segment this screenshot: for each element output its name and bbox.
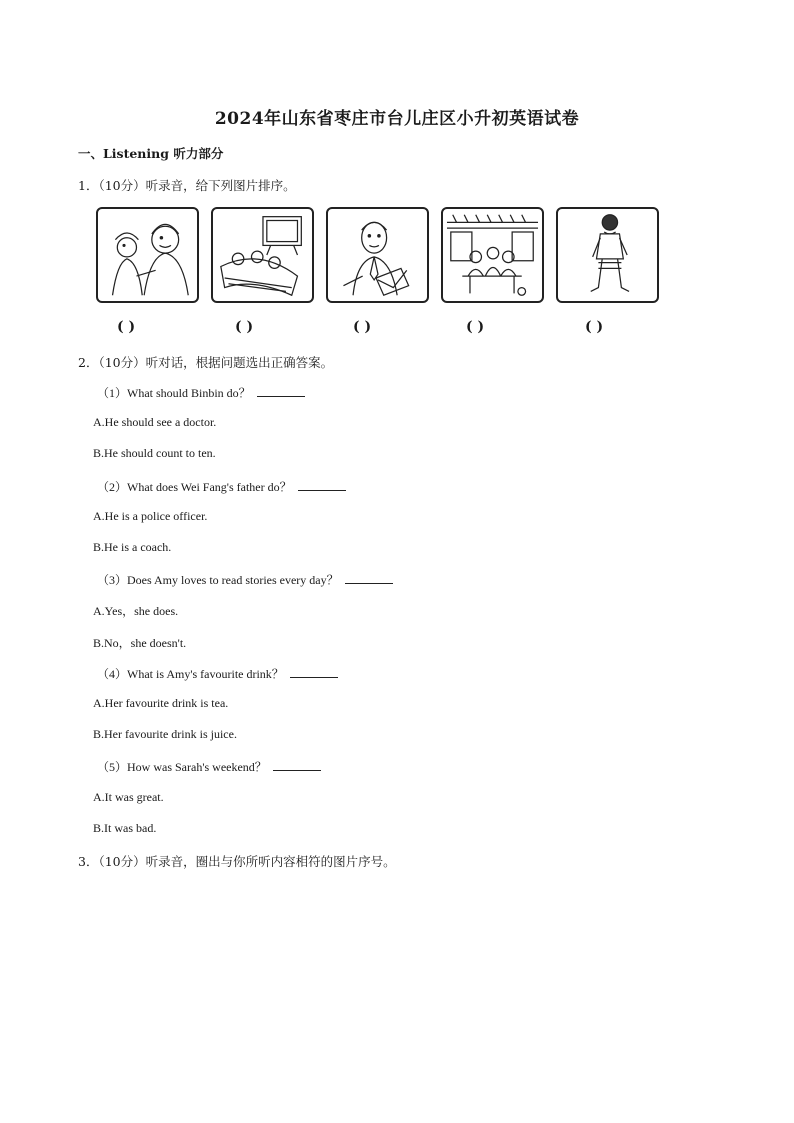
question-3-stem: 3．（10分）听录音，圈出与你所听内容相符的图片序号。 [78,854,396,869]
q2-item-3-option-b: B.No，she doesn't. [93,636,187,650]
question-1-stem: 1．（10分）听录音，给下列图片排序。 [78,178,296,193]
answer-blank-5[interactable]: ( ) [585,319,604,335]
answer-blank-2[interactable]: ( ) [235,319,254,335]
two-women-talking-icon [96,207,199,303]
man-with-letter-icon [326,207,429,303]
q2-item-1-question: （1）What should Binbin do？ [97,384,305,401]
answer-line[interactable] [257,385,305,397]
answer-blank-3[interactable]: ( ) [353,319,372,335]
q2-item-4-option-b: B.Her favourite drink is juice. [93,727,237,741]
q2-item-2-question: （2）What does Wei Fang's father do？ [97,478,346,495]
q2-item-3-question: （3）Does Amy loves to read stories every day？ [97,571,393,588]
answer-blank-4[interactable]: ( ) [466,319,485,335]
q2-item-5-question: （5）How was Sarah's weekend？ [97,758,321,775]
q2-item-1-option-b: B.He should count to ten. [93,446,216,460]
q2-item-1-option-a: A.He should see a doctor. [93,415,217,429]
q2-item-5-option-b: B.It was bad. [93,821,157,835]
family-watching-tv-icon [211,207,314,303]
q2-item-5-option-a: A.It was great. [93,790,164,804]
answer-line[interactable] [298,479,346,491]
q2-item-2-option-b: B.He is a coach. [93,540,172,554]
q2-item-2-option-a: A.He is a police officer. [93,509,208,523]
boy-walking-icon [556,207,659,303]
page-title: 2024年山东省枣庄市台儿庄区小升初英语试卷 [214,109,580,129]
answer-line[interactable] [273,759,321,771]
answer-line[interactable] [290,666,338,678]
q2-item-4-question: （4）What is Amy's favourite drink？ [97,665,338,682]
family-at-table-icon [441,207,544,303]
q2-item-4-option-a: A.Her favourite drink is tea. [93,696,229,710]
question-1-pictures [96,207,660,305]
section-heading-listening: 一、Listening 听力部分 [78,146,224,161]
question-2-stem: 2．（10分）听对话，根据问题选出正确答案。 [78,355,334,370]
answer-blank-1[interactable]: ( ) [117,319,136,335]
q2-item-3-option-a: A.Yes，she does. [93,604,179,618]
answer-line[interactable] [345,572,393,584]
